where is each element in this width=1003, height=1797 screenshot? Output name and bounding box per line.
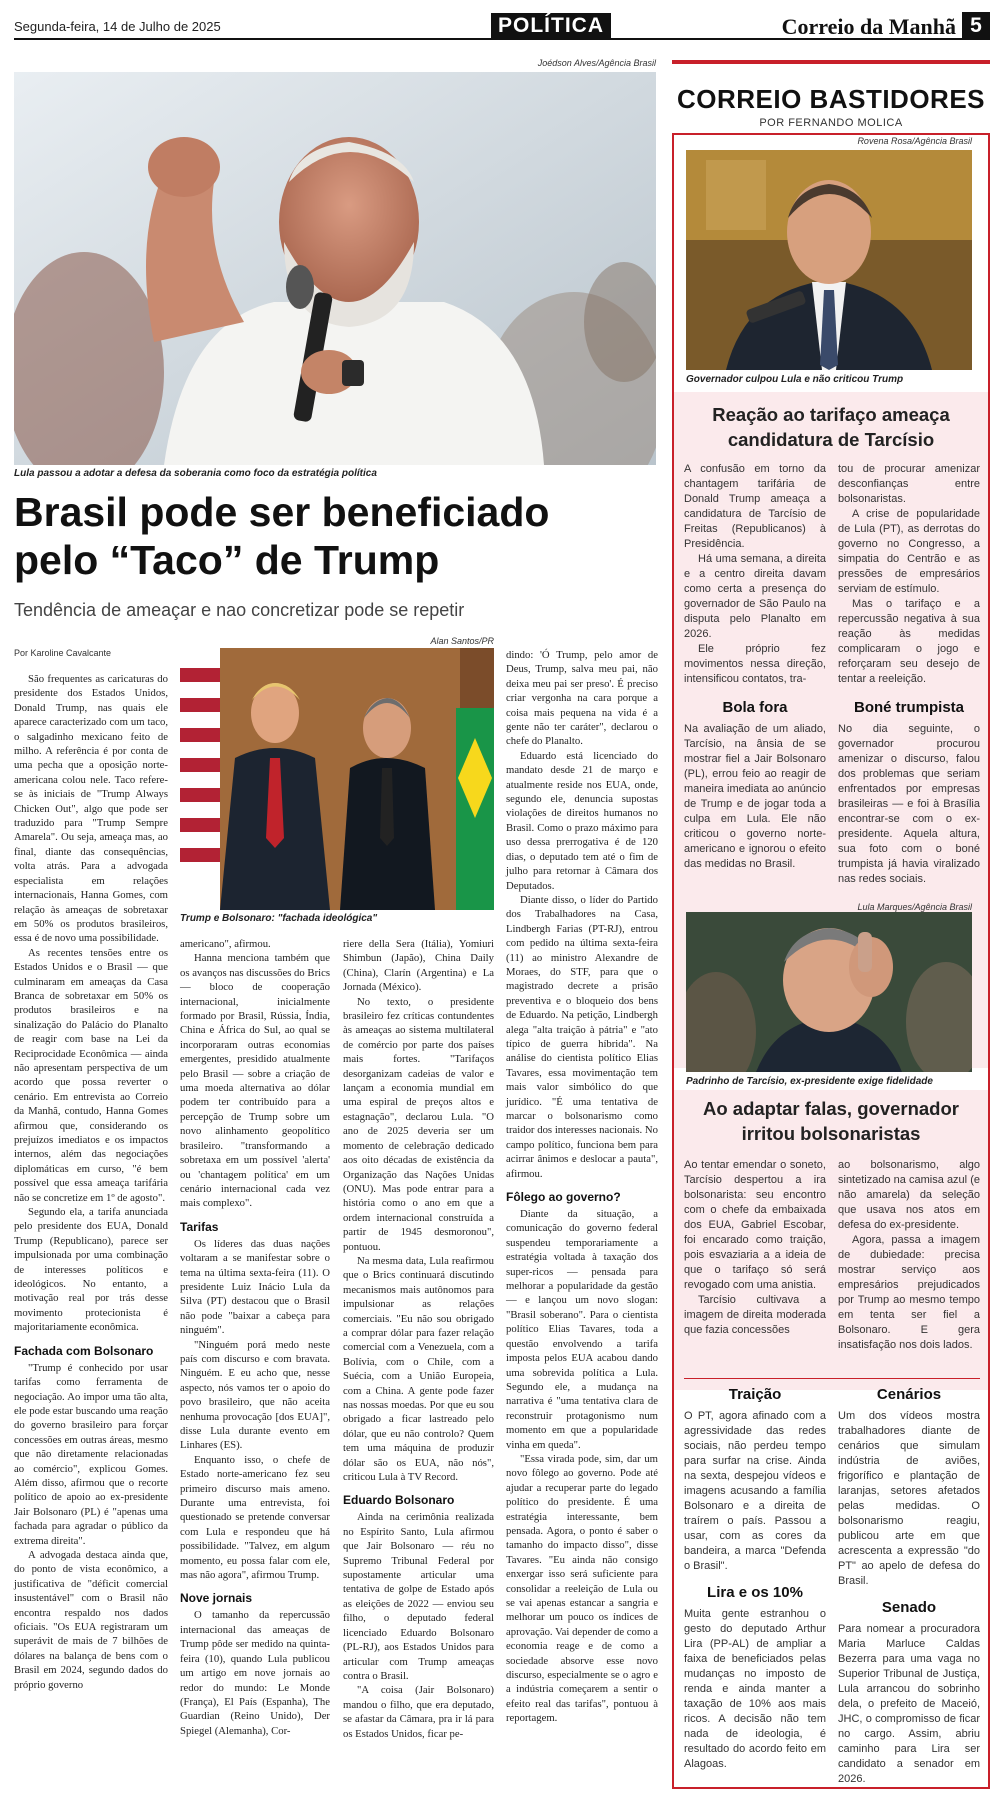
side-subheading: Senado [881,1599,937,1616]
paragraph: tou de procurar amenizar desconfianças entre bolsonaristas. [838,463,980,505]
paragraph: Segundo ela, a tarifa anunciada pelo presidente dos EUA, Donald Trump (Republicano), parece ser impulsionada por uma combinação de interesses políticos e ideológicos. No entanto, a motivação real por trás desse movimento protecionista é majoritariamente econômica. [14,1206,168,1334]
side-photo2-credit: Lula Marques/Agência Brasil [857,902,972,912]
side-article-2-col-1 [684,1158,826,1338]
paragraph: "Essa virada pode, sim, dar um novo fôlego ao governo. Pode até ajudar a recuperar parte do legado político do presidente. É uma estratégia interessante, bem pensada. Agora, o ponto é saber o tamanho do impacto disso", disse Tavares. "Eu ainda não consigo enxergar isso será suficiente para consolidar a reeleição de Lula ou se vai apenas estancar a sangria e melhorar um pouco os índices de aprovação. Vai depender de como a economia reage e de como a sociedade absorve esse novo discurso, especialmente se o agro e a indústria começarem a sentir o efeito real das tarifas", pontuou à reportagem. [506,1452,658,1725]
lula-photo [14,72,656,465]
paragraph: Ele próprio fez movimentos nessa direção, intensificou contatos, tra- [684,643,826,685]
side-photo2-caption: Padrinho de Tarcísio, ex-presidente exige fidelidade [686,1076,933,1087]
side-photo1-credit: Rovena Rosa/Agência Brasil [857,136,972,146]
paragraph: Diante da situação, a comunicação do governo federal suspendeu temporariamente a estratégia voltada à taxação dos super-ricos — pensada para melhorar a popularidade da gestão — e lançou um novo slogan: "Brasil soberano". Para o cientista político Elias Tavares, toda a questão envolvendo a tarifa imposta pelos EUA acabou dando uma sobrevida política a Lula. Segundo ele, a mudança na narrativa é "uma tentativa clara de reconstruir protagonismo num momento em que a popularidade vinha em queda". [506,1208,658,1451]
section-heading: Fachada com Bolsonaro [14,1343,154,1358]
article-column-1 [14,672,168,1692]
paragraph: "A coisa (Jair Bolsonaro) mandou o filho, que era deputado, se afastar da Câmara, pra ir lá para os Estados Unidos, ficar pe- [343,1684,494,1740]
paragraph: As recentes tensões entre os Estados Unidos e o Brasil — que culminaram em ameaças da Casa Branca de sobretaxar em 50% os produtos brasileiros e na sinalização do Palácio do Planalto de reagir com base na Lei da Reciprocidade Econômica — ainda não apresentam perspectiva de um acordo que possa reverter o cenário. Em entrevista ao Correio da Manhã, contudo, Hanna Gomes afirmou que, considerando os prejuízos imediatos e os impactos internos, além das negociações diplomáticas em curso, "é bem possível que essa ameaça tarifária não se concretize em 1º de agosto". [14,946,168,1204]
side-article-1-col-2 [838,462,980,887]
byline: Por Karoline Cavalcante [14,648,112,658]
photo2-caption: Trump e Bolsonaro: "fachada ideológica" [180,913,378,924]
paragraph: Os líderes das duas nações voltaram a se manifestar sobre o tema na última sexta-feira (11). O presidente Luiz Inácio Lula da Silva (PT) destacou que o Brasil não pode "baixar a cabeça para ninguém". [180,1237,330,1337]
page-header [14,10,990,40]
paragraph: Diante disso, o líder do Partido dos Trabalhadores na Casa, Lindbergh Farias (PT-RJ), entrou com pedido na última sexta-feira (11) ao ministro Alexandre de Moraes, do STF, para que o magistrado decrete a prisão preventiva e o bloqueio dos bens de Eduardo. Na petição, Lindbergh alega "alta traição à pátria" e "ato típico de guerra híbrida". Na análise do cientista político Elias Tavares, essa movimentação tem mais valor simbólico do que jurídico. "É uma tentativa de marcar o bolsonarismo como traidor dos interesses nacionais. No campo político, funciona bem para acirrar ânimos e deslocar a pauta", afirmou. [506,893,658,1180]
side-article-2-col-2 [838,1158,980,1353]
side-subheading: Cenários [876,1386,942,1403]
headline [14,488,664,584]
paragraph: O PT, agora afinado com a agressividade das redes sociais, não perdeu tempo para surfar na crise. Ainda na sexta, despejou vídeos e imagens acusando a família Bolsonaro e a direita de traírem o país. Passou a usar, com as cores da bandeira, a marca "Defenda o Brasil". [684,1410,826,1572]
paragraph: Eduardo está licenciado do mandato desde 21 de março e atualmente reside nos EUA, onde, segundo ele, denuncia supostas violações de direitos humanos no Brasil. Como o prazo máximo para uso dessa prerrogativa é de 120 dias, o deputado tem até o fim de julho para retornar à Câmara dos Deputados. [506,749,658,892]
article-column-4 [506,648,658,1726]
side-notes-col-1 [684,1386,826,1772]
sidebar-title: CORREIO BASTIDORES [676,84,986,114]
photo-caption: Lula passou a adotar a defesa da soberania como foco da estratégia política [14,468,377,479]
sidebar-divider [684,1378,980,1379]
section-heading: Nove jornais [180,1591,253,1606]
paragraph: Na avaliação de um aliado, Tarcísio, na ânsia de se mostrar fiel a Jair Bolsonaro (PL), errou feio ao reagir de maneira imediata ao anúncio de Trump e de jogar toda a culpa em Lula. Ele não criticou o governo norte-americano e ignorou o efeito das medidas no Brasil. [684,723,826,870]
paragraph: dindo: 'Ó Trump, pelo amor de Deus, Trump, salva meu pai, não deixa meu pai ser preso'. É preciso criar vergonha na cara porque a coisa mais pequena na vida é a gente não ter caráter", declarou o chefe do Planalto. [506,649,658,748]
paragraph: Enquanto isso, o chefe de Estado norte-americano fez seu primeiro discurso mais ameno. Durante uma entrevista, foi questionado se pretende conversar com Lula e respondeu que há possibilidade. "Talvez, em algum momento, eu possa falar com ele, mas não agora", afirmou Trump. [180,1453,330,1582]
paragraph: Hanna menciona também que os avanços nas discussões do Brics — bloco de cooperação internacional, inicialmente formado por Brasil, Rússia, Índia, China e África do Sul, ao qual se incorporaram outras economias emergentes, presidido atualmente pelo Brasil — sobre a criação de uma moeda alternativa ao dólar podem ter contribuído para a percepção de Trump sobre um novo alinhamento geopolítico brasileiro. "transformando a sobretaxa em um possível 'alerta' ou 'chantagem política' em um cenário internacional cada vez mais complexo". [180,952,330,1210]
photo2-credit: Alan Santos/PR [430,636,494,646]
article-column-3 [343,937,494,1741]
paragraph: A advogada destaca ainda que, do ponto de vista econômico, a justificativa de "déficit comercial insustentável" com o Brasil não encontra respaldo nos dados oficiais. "Os EUA registraram um superávit de mais de 7 bilhões de dólares na balança de bens com o Brasil em 2024, segundo dados do próprio governo [14,1548,168,1691]
paragraph: São frequentes as caricaturas do presidente dos Estados Unidos, Donald Trump, nas quais ele aparece caracterizado com um taco, o salgadinho mexicano feito de milho. A referência é por conta de uma pecha que a oposição norte-americana colou nele. Taco refere-se às iniciais de "Trump Always Chicken Out", algo que pode ser traduzido para "Trump Sempre Amarela". Ou seja, ameaça mas, ao final, diante das consequências, volta atrás. Para a advogada especialista em relações internacionais, Hanna Gomes, com relação às ameaças de sobretaxar em 50% os produtos brasileiros, essa é de novo uma possibilidade. [14,673,168,945]
section-heading: Eduardo Bolsonaro [343,1493,455,1508]
paragraph: riere della Sera (Itália), Yomiuri Shimbun (Japão), China Daily (China), Clarín (Argentina) e La Jornada (México). [343,938,494,994]
side-headline-1-line-1: Reação ao tarifaço ameaça [712,404,950,425]
paragraph: Para nomear a procuradora Maria Marluce Caldas Bezerra para uma vaga no Superior Tribunal de Justiça, Lula arrancou do sobrinho dela, o prefeito de Maceió, JHC, o compromisso de ficar no cargo. Assim, abriu caminho para Lira ser candidato a senador em 2026. [838,1623,980,1785]
paragraph: Ao tentar emendar o soneto, Tarcísio despertou a ira bolsonarista: seu encontro com o chefe da embaixada dos EUA, Gabriel Escobar, foi encarado como traição, pois esvaziaria a a ideia de que o tarifaço só será revogado com uma anistia. [684,1159,826,1291]
paragraph: O tamanho da repercussão internacional das ameaças de Trump pôde ser medido na quinta-feira (10), quando Lula publicou um artigo em nove jornais ao redor do mundo: Le Monde (França), El País (Espanha), The Guardian (Reino Unido), Der Spiegel (Alemanha), Cor- [180,1609,330,1737]
side-headline-1-line-2: candidatura de Tarcísio [727,429,935,450]
section-heading: Tarifas [180,1219,219,1234]
newspaper-brand: Correio da Manhã [781,14,956,39]
paragraph: Muita gente estranhou o gesto do deputado Arthur Lira (PP-AL) de ampliar a faixa de beneficiados pelas mudanças no imposto de renda e ainda manter a taxação de 10% aos mais ricos. A decisão não tem nada de ideologia, é resultado do acordo feito em Alagoas. [684,1608,826,1770]
tarcisio-photo [686,150,972,370]
side-headline-1 [680,402,982,452]
subheadline: Tendência de ameaçar e nao concretizar pode se repetir [14,600,465,620]
sidebar-top-rule [672,60,990,64]
paragraph: americano", afirmou. [180,938,271,950]
paragraph: Há uma semana, a direita e a centro direita davam como certa a presença do governador de São Paulo na disputa pelo Planalto em 2026. [684,553,826,640]
side-subheading: Lira e os 10% [707,1584,803,1601]
side-headline-2 [680,1096,982,1146]
paragraph: Mas o tarifaço e a repercussão negativa à sua reação às medidas complicaram o jogo e reforçaram seu desejo de tentar a reeleição. [838,598,980,685]
bolsonaro-photo [686,912,972,1072]
paragraph: ao bolsonarismo, algo sintetizado na camisa azul (e não amarela) da seleção que usava nos atos em defesa do ex-presidente. [838,1159,980,1231]
lula-photo-illustration [14,72,656,465]
paragraph: A confusão em torno da chantagem tarifária de Donald Trump ameaça a candidatura de Tarcísio de Freitas (Republicanos) à Presidência. [684,463,826,550]
side-subheading: Traição [728,1386,782,1403]
headline-line-2: pelo “Taco” de Trump [14,537,440,583]
side-photo1-caption: Governador culpou Lula e não criticou Trump [686,374,904,385]
side-subheading: Boné trumpista [853,699,964,716]
paragraph: A crise de popularidade de Lula (PT), as derrotas do governo no Congresso, a simpatia do Centrão e as pressões de empresários serviam de estímulo. [838,508,980,595]
headline-line-1: Brasil pode ser beneficiado [14,489,550,535]
photo-credit: Joédson Alves/Agência Brasil [537,58,656,68]
paragraph: Na mesma data, Lula reafirmou que o Brics continuará discutindo mecanismos mais autônomos para impulsionar as relações comerciais. "Eu não sou obrigado a comprar dólar para fazer relação comercial com a Venezuela, com a Bolívia, com o Chile, com a Suécia, com a União Europeia, com a China. A gente pode fazer nas nossas moedas. Por que eu sou obrigado a ficar lastreado pelo dólar, que eu não controlo? Quem tem uma máquina de produzir dólar são os EUA, não nós", criticou Lula à TV Record. [343,1254,494,1484]
paragraph: No dia seguinte, o governador procurou amenizar o discurso, falou dos problemas que seriam enfrentados por empresas brasileiras — e foi à Brasília encontrar-se com o ex-presidente. Aquela altura, sua foto com o boné trumpista já havia viralizado nas redes sociais. [838,723,980,885]
side-headline-2-line-1: Ao adaptar falas, governador [703,1098,959,1119]
side-subheading: Bola fora [722,699,788,716]
section-label: POLÍTICA [491,13,611,39]
article-column-2 [180,937,330,1738]
paragraph: "Ninguém porá medo neste país com discurso e com bravata. Ninguém. E eu acho que, nesse aspecto, nós vamos ter o apoio do povo brasileiro, que não aceita nenhuma provocação [dos EUA]", disse Lula durante evento em Linhares (ES). [180,1338,330,1452]
trump-bolsonaro-illustration [180,648,494,910]
issue-date: Segunda-feira, 14 de Julho de 2025 [14,19,221,34]
side-notes-col-2 [838,1386,980,1787]
paragraph: No texto, o presidente brasileiro fez críticas contundentes às ameaças ao sistema multilateral de comércio por parte dos países mais fortes. "Tarifaços desorganizam cadeias de valor e lançam a economia mundial em uma espiral de preços altos e estagnação", declarou Lula. "O ano de 2025 deveria ser um momento de celebração dedicado aos oito décadas de existência da Organização das Nações Unidas (ONU). Mas pode entrar para a história como o ano em que a ordem internacional construída a partir de 1945 desmoronou", pontuou. [343,995,494,1253]
paragraph: Ainda na cerimônia realizada no Espírito Santo, Lula afirmou que Jair Bolsonaro — réu no Supremo Tribunal Federal por supostamente articular uma tentativa de golpe de Estado após as eleições de 2022 — enviou seu filho, o deputado federal licenciado Eduardo Bolsonaro (PL-RJ), aos Estados Unidos para articular com Trump ameaças contra o Brasil. [343,1511,494,1682]
section-heading: Fôlego ao governo? [506,1190,621,1205]
tarcisio-illustration [686,150,972,370]
trump-bolsonaro-photo [180,648,494,910]
paragraph: "Trump é conhecido por usar tarifas como ferramenta de negociação. Ao impor uma tão alta, ele pode estar buscando uma reação do governo brasileiro para forçar concessões em outras áreas, mesmo que não diretamente relacionadas ao comércio", explicou Gomes. Além disso, afirmou que o recorte político de apoio ao ex-presidente Jair Bolsonaro (PL) é "apenas uma fachada para agradar o público da extrema direita". [14,1361,168,1547]
paragraph: Um dos vídeos mostra trabalhadores diante de cenários que simulam indústria de aviões, frigorífico e plantação de laranjas, setores afetados pelas medidas. O bolsonarismo reagiu, publicou arte em que acrescenta a expressão "do PT" ao apelo de defesa do Brasil. [838,1410,980,1587]
bolsonaro-illustration [686,912,972,1072]
side-headline-2-line-2: irritou bolsonaristas [741,1123,921,1144]
sidebar-author: POR FERNANDO MOLICA [759,117,903,129]
side-article-1-col-1 [684,462,826,872]
paragraph: Agora, passa a imagem de dubiedade: precisa mostrar serviço aos empresários prejudicados por Trump ao mesmo tempo em tenta ser fiel a Bolsonaro. E gera insatisfação nos dois lados. [838,1234,980,1351]
page-number: 5 [962,12,990,40]
paragraph: Tarcísio cultivava a imagem de direita moderada que fazia concessões [684,1294,826,1336]
